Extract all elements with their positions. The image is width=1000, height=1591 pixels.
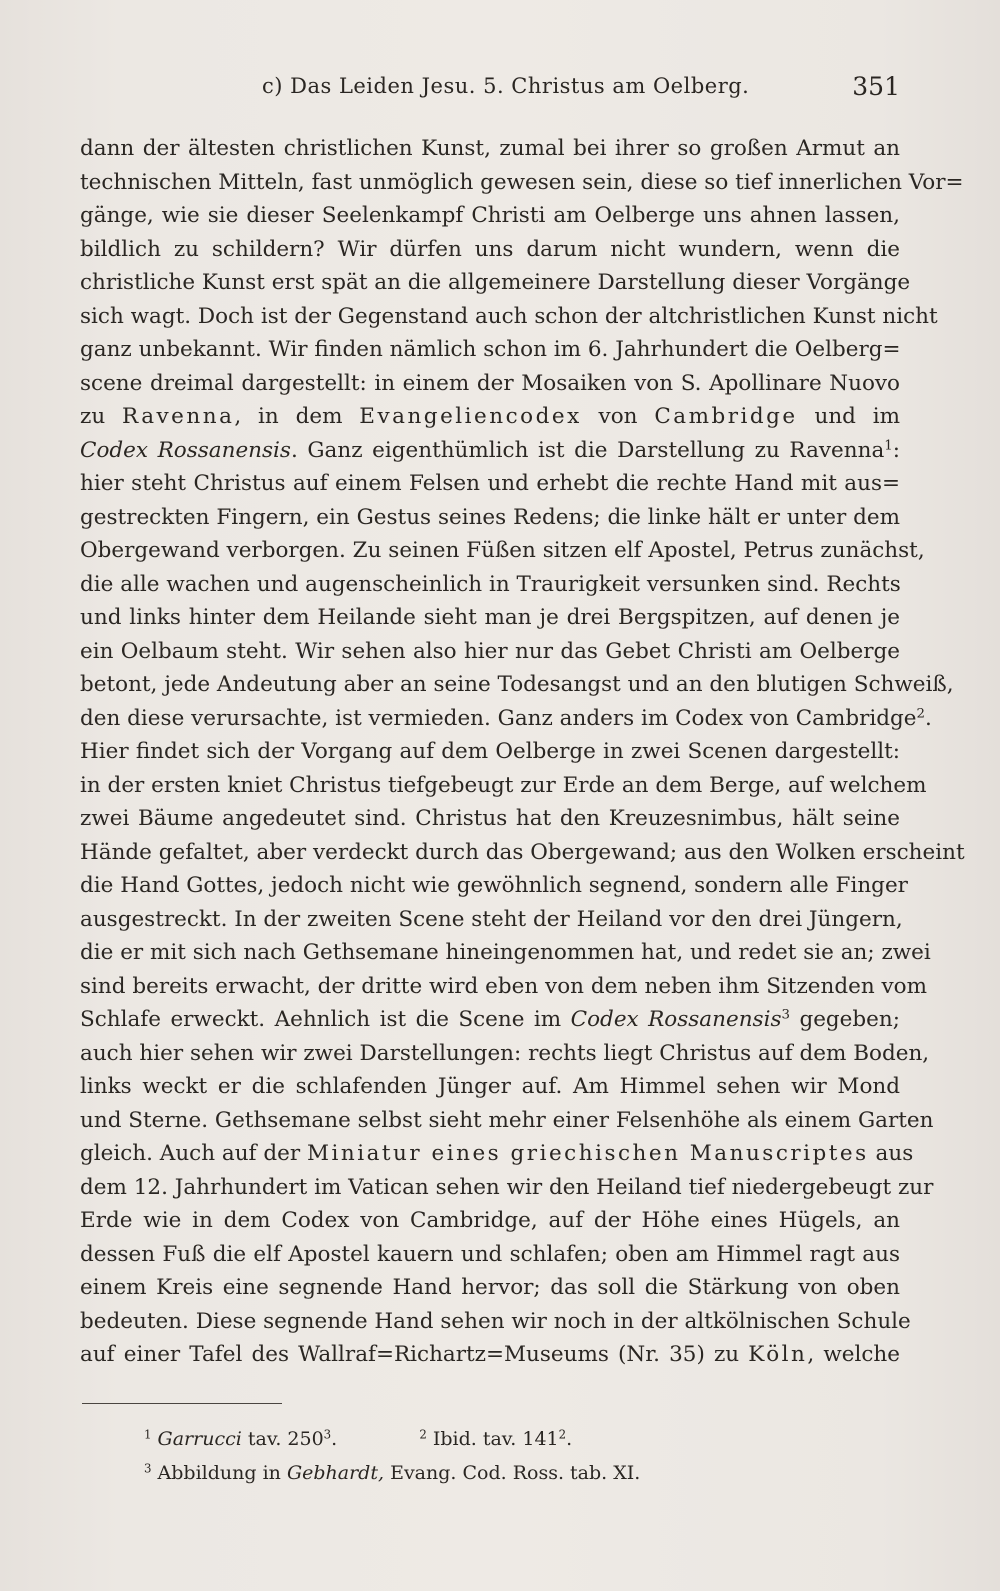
text-fragment: gegeben;: [799, 1007, 900, 1032]
text-line: hier steht Christus auf einem Felsen und erhebt die rechte Hand mit aus=: [80, 471, 900, 496]
text-fragment: aus: [875, 1141, 914, 1166]
text-line: bedeuten. Diese segnende Hand sehen wir noch in der altkölnischen Schule: [80, 1308, 911, 1334]
spaced-emphasis: Evangeliencodex: [359, 404, 582, 429]
text-line: bildlich zu schildern? Wir dürfen uns darum nicht wundern, wenn die: [80, 236, 900, 262]
footnote-text: Abbildung in: [157, 1462, 281, 1484]
text-fragment: , in dem: [234, 404, 343, 429]
text-line: und links hinter dem Heilande sieht man je drei Bergspitzen, auf denen je: [80, 605, 900, 630]
italic-title: Codex Rossanensis: [570, 1007, 782, 1032]
page-header: [80, 72, 900, 108]
footnote-marker: 1: [144, 1427, 152, 1442]
text-line: ganz unbekannt. Wir finden nämlich schon im 6. Jahrhundert die Oelberg=: [80, 337, 901, 362]
text-fragment: gleich. Auch auf der: [80, 1141, 301, 1166]
footnote-divider: [82, 1403, 282, 1404]
text-line: in der ersten kniet Christus tiefgebeugt zur Erde an dem Berge, auf welchem: [80, 772, 927, 798]
text-line: [80, 1338, 900, 1372]
footnote-text: Ibid. tav. 141: [432, 1428, 559, 1450]
running-title: c) Das Leiden Jesu. 5. Christus am Oelberg.: [262, 74, 750, 98]
text-line: zwei Bäume angedeutet sind. Christus hat den Kreuzesnimbus, hält seine: [80, 806, 900, 831]
text-line: [80, 1003, 900, 1037]
footnote-marker: 2: [419, 1427, 427, 1442]
footnote-line: [144, 1422, 844, 1456]
page-number: 351: [852, 72, 900, 101]
text-line: ein Oelbaum steht. Wir sehen also hier nur das Gebet Christi am Oelberge: [80, 638, 900, 664]
footnote-author: Gebhardt,: [286, 1462, 385, 1484]
text-line: dann der ältesten christlichen Kunst, zumal bei ihrer so großen Armut an: [80, 136, 900, 161]
footnote-text: Evang. Cod. Ross. tab. XI.: [390, 1462, 641, 1484]
body-text: [80, 132, 965, 1372]
text-line: die er mit sich nach Gethsemane hineingenommen hat, und redet sie an; zwei: [80, 940, 931, 965]
text-line: auch hier sehen wir zwei Darstellungen: rechts liegt Christus auf dem Boden,: [80, 1040, 930, 1066]
text-line: und Sterne. Gethsemane selbst sieht mehr einer Felsenhöhe als einem Garten: [80, 1107, 934, 1133]
footnote-sup: 2: [558, 1427, 567, 1442]
text-line: links weckt er die schlafenden Jünger auf. Am Himmel sehen wir Mond: [80, 1074, 900, 1099]
text-line: Hier findet sich der Vorgang auf dem Oelberge in zwei Scenen dargestellt:: [80, 739, 900, 764]
text-line: ausgestreckt. In der zweiten Scene steht der Heiland vor den drei Jüngern,: [80, 906, 903, 932]
spaced-emphasis: Miniatur eines griechischen Manuscriptes: [306, 1141, 869, 1166]
footnote-ref: 1: [884, 438, 893, 454]
footnote-text: .: [566, 1428, 573, 1450]
footnote-ref: 3: [781, 1007, 790, 1023]
footnote-ref: 2: [916, 706, 926, 722]
text-line: dessen Fuß die elf Apostel kauern und schlafen; oben am Himmel ragt aus: [80, 1241, 900, 1267]
text-line: technischen Mitteln, fast unmöglich gewesen sein, diese so tief innerlichen Vor=: [80, 169, 964, 195]
spaced-emphasis: Ravenna: [122, 404, 235, 429]
text-line: die Hand Gottes, jedoch nicht wie gewöhnlich segnend, sondern alle Finger: [80, 873, 908, 898]
spaced-emphasis: Köln: [748, 1342, 808, 1367]
text-line: sich wagt. Doch ist der Gegenstand auch schon der altchristlichen Kunst nicht: [80, 303, 938, 329]
text-fragment: . Ganz eigenthümlich ist die Darstellung zu Ravenna: [290, 437, 885, 463]
italic-title: Codex Rossanensis: [80, 437, 291, 463]
text-line: einem Kreis eine segnende Hand hervor; das soll die Stärkung von oben: [80, 1275, 900, 1300]
footnote-line: [144, 1456, 844, 1490]
footnote-text: .: [331, 1428, 338, 1450]
text-line: die alle wachen und augenscheinlich in Traurigkeit versunken sind. Rechts: [80, 571, 901, 597]
text-line: [80, 400, 900, 434]
footnotes: [144, 1422, 844, 1490]
text-line: [80, 434, 900, 468]
text-line: scene dreimal dargestellt: in einem der Mosaiken von S. Apollinare Nuovo: [80, 370, 900, 396]
text-fragment: .: [925, 705, 932, 731]
text-fragment: den diese verursachte, ist vermieden. Ganz anders im Codex von Cambridge: [80, 705, 917, 731]
text-line: Hände gefaltet, aber verdeckt durch das Obergewand; aus den Wolken erscheint: [80, 839, 965, 865]
text-fragment: Schlafe erweckt. Aehnlich ist die Scene im: [80, 1007, 562, 1032]
footnote-marker: 3: [144, 1461, 152, 1476]
text-fragment: , welche: [807, 1342, 900, 1367]
text-line: sind bereits erwacht, der dritte wird eben von dem neben ihm Sitzenden vom: [80, 973, 927, 999]
text-fragment: und im: [814, 404, 901, 429]
text-line: gänge, wie sie dieser Seelenkampf Christi am Oelberge uns ahnen lassen,: [80, 203, 900, 228]
text-line: gestreckten Fingern, ein Gestus seines Redens; die linke hält er unter dem: [80, 504, 900, 530]
footnote-sup: 3: [323, 1427, 332, 1442]
footnote-author: Garrucci: [157, 1428, 242, 1450]
text-line: [80, 1137, 914, 1171]
text-fragment: auf einer Tafel des Wallraf=Richartz=Museums (Nr. 35) zu: [80, 1342, 740, 1367]
text-line: dem 12. Jahrhundert im Vatican sehen wir den Heiland tief niedergebeugt zur: [80, 1174, 934, 1200]
text-fragment: zu: [80, 404, 106, 429]
text-line: betont, jede Andeutung aber an seine Todesangst und an den blutigen Schweiß,: [80, 672, 954, 697]
text-line: Erde wie in dem Codex von Cambridge, auf der Höhe eines Hügels, an: [80, 1208, 900, 1233]
text-fragment: von: [598, 404, 638, 429]
text-fragment: :: [892, 437, 900, 463]
footnote-text: tav. 250: [247, 1428, 324, 1450]
text-line: christliche Kunst erst spät an die allgemeinere Darstellung dieser Vorgänge: [80, 270, 911, 295]
text-line: Obergewand verborgen. Zu seinen Füßen sitzen elf Apostel, Petrus zunächst,: [80, 538, 925, 563]
spaced-emphasis: Cambridge: [654, 404, 798, 429]
text-line: [80, 702, 932, 736]
